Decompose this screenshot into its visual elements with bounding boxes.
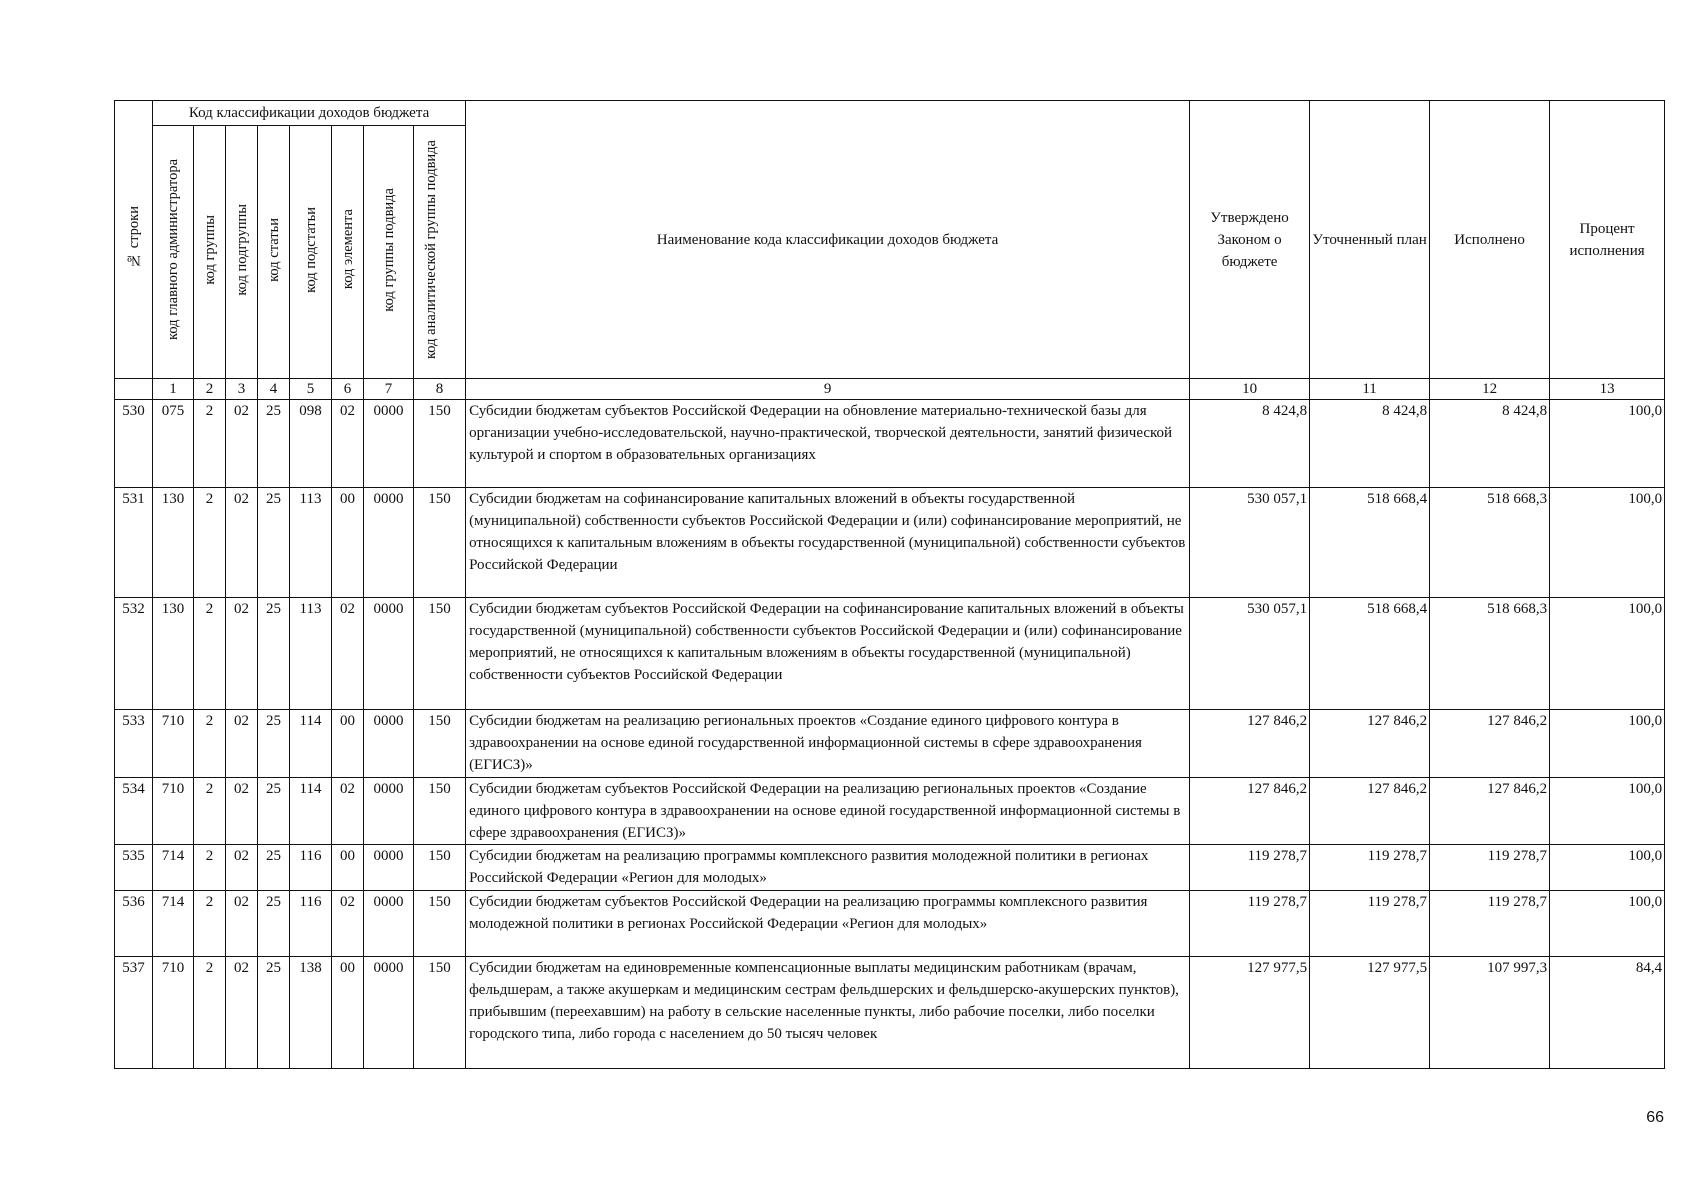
code-subarticle: 098 — [290, 400, 332, 488]
code-element: 00 — [332, 845, 364, 891]
column-number: 7 — [364, 379, 414, 400]
column-number: 2 — [194, 379, 226, 400]
revenue-name: Субсидии бюджетам на софинансирование капитальных вложений в объекты государственной (муниципальной) собственности субъектов Российской Федерации и (или) софинансирование мероприятий, не относящихся к капитальным вложениям в объекты государственной (муниципальной) собственности субъектов Российской Федерации — [466, 488, 1190, 598]
percent-value: 100,0 — [1550, 488, 1665, 598]
row-number: 531 — [115, 488, 153, 598]
code-article: 25 — [258, 488, 290, 598]
code-subarticle: 113 — [290, 488, 332, 598]
code-admin: 714 — [153, 891, 194, 957]
approved-value: 119 278,7 — [1190, 891, 1310, 957]
code-subarticle: 114 — [290, 710, 332, 778]
code-subtype-group: 0000 — [364, 957, 414, 1069]
header-refined-plan: Уточненный план — [1310, 101, 1430, 379]
column-number: 13 — [1550, 379, 1665, 400]
executed-value: 107 997,3 — [1430, 957, 1550, 1069]
code-subtype-group: 0000 — [364, 598, 414, 710]
code-subtype-group: 0000 — [364, 845, 414, 891]
code-group: 2 — [194, 891, 226, 957]
row-number: 536 — [115, 891, 153, 957]
refined-value: 119 278,7 — [1310, 845, 1430, 891]
code-subgroup: 02 — [226, 400, 258, 488]
page-number: 66 — [1646, 1109, 1664, 1126]
approved-value: 8 424,8 — [1190, 400, 1310, 488]
table-row — [115, 957, 1665, 1069]
code-group: 2 — [194, 488, 226, 598]
row-number: 532 — [115, 598, 153, 710]
revenue-name: Субсидии бюджетам на единовременные компенсационные выплаты медицинским работникам (врачам, фельдшерам, а также акушеркам и медицинским сестрам фельдшерских и фельдшерско-акушерских пунктов), прибывшим (переехавшим) на работу в сельские населенные пункты, либо рабочие поселки, либо поселки городского типа, либо города с населением до 50 тысяч человек — [466, 957, 1190, 1069]
header-name: Наименование кода классификации доходов бюджета — [466, 101, 1190, 379]
header-row-number: № строки — [115, 101, 153, 379]
code-element: 02 — [332, 598, 364, 710]
percent-value: 100,0 — [1550, 710, 1665, 778]
code-subgroup: 02 — [226, 710, 258, 778]
code-element: 02 — [332, 891, 364, 957]
code-admin: 710 — [153, 957, 194, 1069]
revenue-name: Субсидии бюджетам субъектов Российской Федерации на реализацию программы комплексного развития молодежной политики в регионах Российской Федерации «Регион для молодых» — [466, 891, 1190, 957]
table-row — [115, 598, 1665, 710]
executed-value: 119 278,7 — [1430, 891, 1550, 957]
refined-value: 518 668,4 — [1310, 488, 1430, 598]
code-analytic-group: 150 — [414, 598, 466, 710]
code-subgroup: 02 — [226, 598, 258, 710]
header-code-admin: код главного администратора — [153, 126, 194, 379]
row-number: 537 — [115, 957, 153, 1069]
revenue-name: Субсидии бюджетам субъектов Российской Федерации на обновление материально-технической базы для организации учебно-исследовательской, научно-практической, творческой деятельности, занятий физической культурой и спортом в образовательных организациях — [466, 400, 1190, 488]
approved-value: 127 846,2 — [1190, 710, 1310, 778]
table-row — [115, 845, 1665, 891]
row-number: 534 — [115, 778, 153, 845]
percent-value: 100,0 — [1550, 891, 1665, 957]
executed-value: 518 668,3 — [1430, 488, 1550, 598]
refined-value: 518 668,4 — [1310, 598, 1430, 710]
refined-value: 127 846,2 — [1310, 710, 1430, 778]
header-percent: Процент исполнения — [1550, 101, 1665, 379]
header-code-element: код элемента — [332, 126, 364, 379]
code-subarticle: 114 — [290, 778, 332, 845]
column-number: 11 — [1310, 379, 1430, 400]
refined-value: 8 424,8 — [1310, 400, 1430, 488]
code-subgroup: 02 — [226, 957, 258, 1069]
column-number: 6 — [332, 379, 364, 400]
column-number: 8 — [414, 379, 466, 400]
row-number: 535 — [115, 845, 153, 891]
approved-value: 530 057,1 — [1190, 598, 1310, 710]
code-subarticle: 116 — [290, 891, 332, 957]
code-subtype-group: 0000 — [364, 891, 414, 957]
table-row — [115, 710, 1665, 778]
code-analytic-group: 150 — [414, 778, 466, 845]
executed-value: 127 846,2 — [1430, 710, 1550, 778]
code-admin: 710 — [153, 710, 194, 778]
code-subgroup: 02 — [226, 778, 258, 845]
code-group: 2 — [194, 400, 226, 488]
code-element: 02 — [332, 778, 364, 845]
percent-value: 100,0 — [1550, 845, 1665, 891]
revenue-name: Субсидии бюджетам субъектов Российской Федерации на софинансирование капитальных вложений в объекты государственной (муниципальной) собственности субъектов Российской Федерации и (или) софинансирование мероприятий, не относящихся к капитальным вложениям в объекты государственной (муниципальной) собственности субъектов Российской Федерации — [466, 598, 1190, 710]
code-group: 2 — [194, 598, 226, 710]
code-article: 25 — [258, 710, 290, 778]
code-admin: 710 — [153, 778, 194, 845]
header-code-group: код группы — [194, 126, 226, 379]
code-subtype-group: 0000 — [364, 710, 414, 778]
code-analytic-group: 150 — [414, 710, 466, 778]
executed-value: 518 668,3 — [1430, 598, 1550, 710]
code-article: 25 — [258, 778, 290, 845]
code-analytic-group: 150 — [414, 400, 466, 488]
column-number: 1 — [153, 379, 194, 400]
code-admin: 130 — [153, 598, 194, 710]
header-classification-group: Код классификации доходов бюджета — [153, 101, 466, 126]
code-group: 2 — [194, 957, 226, 1069]
code-subgroup: 02 — [226, 845, 258, 891]
column-number: 4 — [258, 379, 290, 400]
executed-value: 119 278,7 — [1430, 845, 1550, 891]
code-analytic-group: 150 — [414, 845, 466, 891]
code-analytic-group: 150 — [414, 488, 466, 598]
percent-value: 100,0 — [1550, 400, 1665, 488]
table-row — [115, 778, 1665, 845]
header-code-subarticle: код подстатьи — [290, 126, 332, 379]
table-row — [115, 488, 1665, 598]
column-number: 9 — [466, 379, 1190, 400]
code-subarticle: 113 — [290, 598, 332, 710]
refined-value: 127 977,5 — [1310, 957, 1430, 1069]
approved-value: 119 278,7 — [1190, 845, 1310, 891]
percent-value: 84,4 — [1550, 957, 1665, 1069]
code-article: 25 — [258, 400, 290, 488]
code-group: 2 — [194, 845, 226, 891]
header-code-analytic-group: код аналитической группы подвида — [414, 126, 466, 379]
header-code-subtype-group: код группы подвида — [364, 126, 414, 379]
executed-value: 8 424,8 — [1430, 400, 1550, 488]
code-subarticle: 116 — [290, 845, 332, 891]
row-number: 533 — [115, 710, 153, 778]
code-group: 2 — [194, 778, 226, 845]
header-code-subgroup: код подгруппы — [226, 126, 258, 379]
code-article: 25 — [258, 598, 290, 710]
percent-value: 100,0 — [1550, 778, 1665, 845]
code-admin: 075 — [153, 400, 194, 488]
code-subgroup: 02 — [226, 488, 258, 598]
revenue-name: Субсидии бюджетам субъектов Российской Федерации на реализацию региональных проектов «Создание единого цифрового контура в здравоохранении на основе единой государственной информационной системы в сфере здравоохранения (ЕГИСЗ)» — [466, 778, 1190, 845]
header-approved: Утверждено Законом о бюджете — [1190, 101, 1310, 379]
code-analytic-group: 150 — [414, 957, 466, 1069]
code-admin: 714 — [153, 845, 194, 891]
code-subarticle: 138 — [290, 957, 332, 1069]
percent-value: 100,0 — [1550, 598, 1665, 710]
column-number: 5 — [290, 379, 332, 400]
approved-value: 530 057,1 — [1190, 488, 1310, 598]
table-row — [115, 400, 1665, 488]
refined-value: 119 278,7 — [1310, 891, 1430, 957]
revenue-name: Субсидии бюджетам на реализацию региональных проектов «Создание единого цифрового контура в здравоохранении на основе единой государственной информационной системы в сфере здравоохранения (ЕГИСЗ)» — [466, 710, 1190, 778]
code-subtype-group: 0000 — [364, 488, 414, 598]
column-number — [115, 379, 153, 400]
header-code-article: код статьи — [258, 126, 290, 379]
code-group: 2 — [194, 710, 226, 778]
code-element: 00 — [332, 710, 364, 778]
refined-value: 127 846,2 — [1310, 778, 1430, 845]
code-admin: 130 — [153, 488, 194, 598]
header-executed: Исполнено — [1430, 101, 1550, 379]
code-subtype-group: 0000 — [364, 400, 414, 488]
code-article: 25 — [258, 891, 290, 957]
approved-value: 127 977,5 — [1190, 957, 1310, 1069]
revenue-name: Субсидии бюджетам на реализацию программы комплексного развития молодежной политики в регионах Российской Федерации «Регион для молодых» — [466, 845, 1190, 891]
code-article: 25 — [258, 957, 290, 1069]
code-analytic-group: 150 — [414, 891, 466, 957]
row-number: 530 — [115, 400, 153, 488]
table-row — [115, 891, 1665, 957]
code-element: 00 — [332, 488, 364, 598]
code-subtype-group: 0000 — [364, 778, 414, 845]
column-number: 12 — [1430, 379, 1550, 400]
budget-revenue-table — [114, 100, 1665, 1069]
code-article: 25 — [258, 845, 290, 891]
code-subgroup: 02 — [226, 891, 258, 957]
column-number: 3 — [226, 379, 258, 400]
code-element: 00 — [332, 957, 364, 1069]
code-element: 02 — [332, 400, 364, 488]
column-number: 10 — [1190, 379, 1310, 400]
approved-value: 127 846,2 — [1190, 778, 1310, 845]
column-number-row — [115, 379, 1665, 400]
executed-value: 127 846,2 — [1430, 778, 1550, 845]
